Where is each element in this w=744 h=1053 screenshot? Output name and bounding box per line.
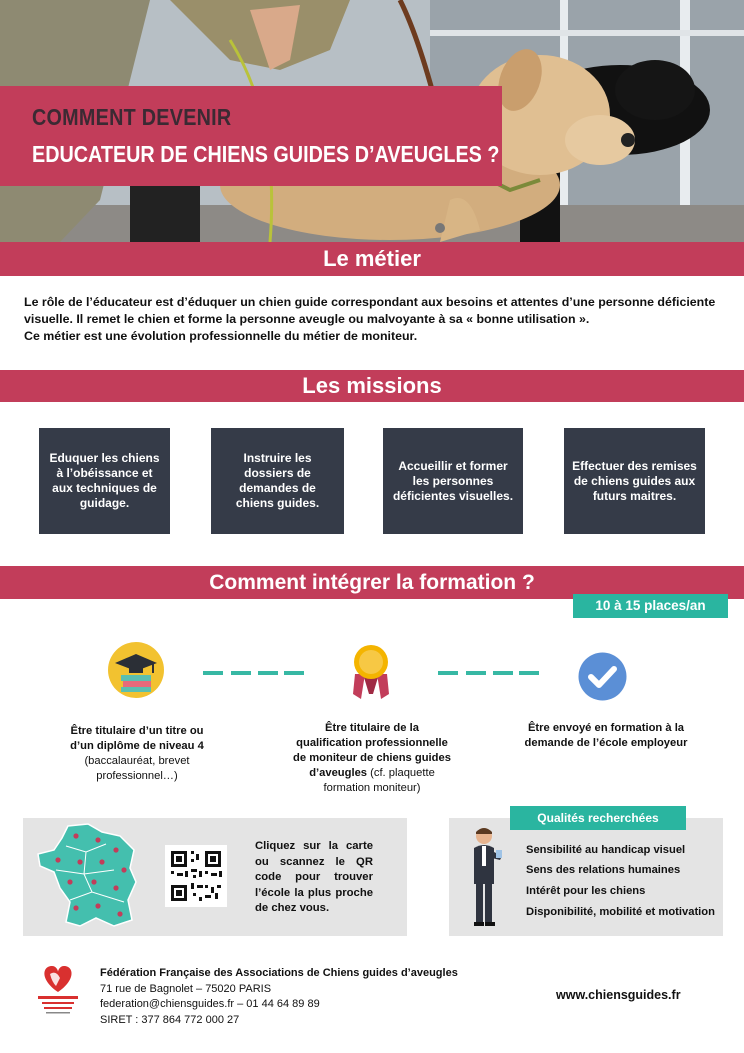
metier-line-3: Ce métier est une évolution professionnelle du métier de moniteur. xyxy=(24,329,418,343)
step-bold: Être envoyé en formation à la demande de l’école employeur xyxy=(524,722,688,749)
step-note: (baccalauréat, brevet professionnel…) xyxy=(84,755,190,782)
section-heading-missions: Les missions xyxy=(0,370,744,402)
connector-dash xyxy=(493,671,513,675)
graduation-cap-icon xyxy=(107,641,165,699)
quality-item: Disponibilité, mobilité et motivation xyxy=(526,906,715,918)
person-icon xyxy=(470,826,504,928)
places-badge: 10 à 15 places/an xyxy=(573,594,728,618)
mission-card xyxy=(564,428,705,534)
step-requirement-2 xyxy=(292,721,452,796)
step-bold: Être titulaire d’un titre ou d’un diplôme de niveau 4 xyxy=(70,725,204,752)
section-heading-metier: Le métier xyxy=(0,242,744,276)
quality-item: Sens des relations humaines xyxy=(526,864,681,876)
metier-line-2: visuelle. Il remet le chien et forme la personne aveugle ou malvoyante à sa « bonne utilisation ». xyxy=(24,312,590,326)
connector-dash xyxy=(258,671,278,675)
quality-item: Sensibilité au handicap visuel xyxy=(526,844,686,856)
checkmark-icon xyxy=(578,652,627,701)
mission-text: Accueillir et former les personnes déficientes visuelles. xyxy=(392,458,514,503)
step-bold: Être titulaire de la qualification professionnelle de moniteur de chiens guides d’aveugles xyxy=(293,722,451,779)
qualities-heading-badge: Qualités recherchées xyxy=(510,806,686,830)
hero-title-line1: COMMENT DEVENIR xyxy=(32,104,232,130)
mission-card xyxy=(211,428,344,534)
qr-code[interactable] xyxy=(165,845,227,907)
connector-dash xyxy=(203,671,223,675)
qr-code-icon xyxy=(165,845,227,907)
mission-text: Eduquer les chiens à l’obéissance et aux techniques de guidage. xyxy=(49,451,160,510)
footer-contact xyxy=(100,966,458,1028)
hero-title-line2: EDUCATEUR DE CHIENS GUIDES D’AVEUGLES ? xyxy=(32,141,500,167)
school-finder-text: Cliquez sur la carte ou scannez le QR code pour trouver l’école la plus proche de chez vous. xyxy=(255,840,373,914)
hero-title-box xyxy=(0,86,502,186)
step-requirement-3 xyxy=(518,721,694,751)
connector-dash xyxy=(438,671,458,675)
france-map[interactable] xyxy=(36,822,140,930)
hero-photo xyxy=(0,0,744,242)
connector-dash xyxy=(231,671,251,675)
mission-text: Effectuer des remises de chiens guides aux futurs maitres. xyxy=(572,458,697,503)
mission-card xyxy=(383,428,523,534)
metier-line-1: Le rôle de l’éducateur est d’éduquer un chien guide correspondant aux besoins et attentes d’une personne déficiente xyxy=(24,295,716,309)
footer-address: 71 rue de Bagnolet – 75020 PARIS xyxy=(100,982,272,995)
quality-item: Intérêt pour les chiens xyxy=(526,885,646,897)
website-link[interactable]: www.chiensguides.fr xyxy=(556,988,681,1002)
federation-logo xyxy=(36,962,80,1020)
step-note: (cf. plaquette formation moniteur) xyxy=(323,767,435,794)
step-requirement-1 xyxy=(62,724,212,784)
medal-icon xyxy=(349,644,393,700)
section-heading-formation: Comment intégrer la formation ? xyxy=(0,566,744,599)
footer-email-phone[interactable]: federation@chiensguides.fr – 01 44 64 89 89 xyxy=(100,998,320,1010)
footer-siret: SIRET : 377 864 772 000 27 xyxy=(100,1013,240,1026)
metier-description xyxy=(24,294,724,345)
mission-card xyxy=(39,428,170,534)
mission-text: Instruire les dossiers de demandes de chiens guides. xyxy=(235,451,320,510)
connector-dash xyxy=(519,671,539,675)
connector-dash xyxy=(466,671,486,675)
connector-dash xyxy=(284,671,304,675)
footer-org-name: Fédération Française des Associations de Chiens guides d’aveugles xyxy=(100,967,458,979)
